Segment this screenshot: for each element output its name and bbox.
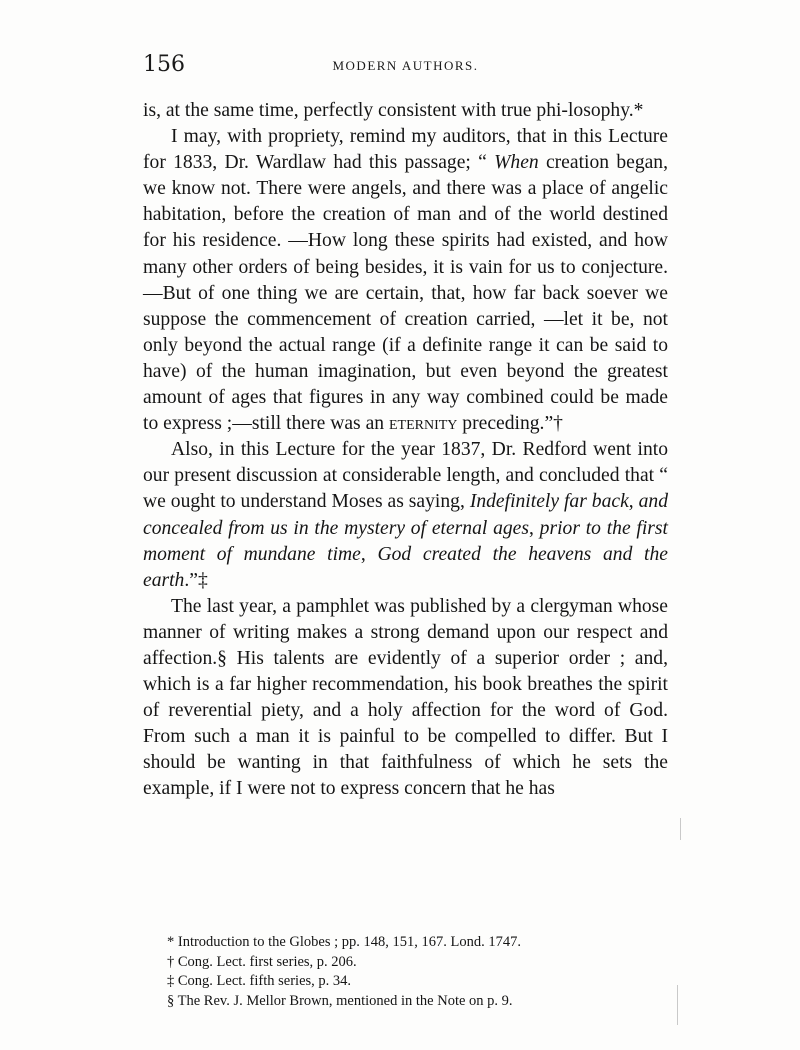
text-run: is, at the same time, perfectly consistent with true phi-losophy.* [143, 100, 644, 121]
text-run: .”‡ [184, 569, 208, 591]
text-run: I may, with propriety, remind my auditors, that in this Lecture for 1833, Dr. Wardlaw had this passage; “ [143, 126, 668, 174]
text-run: creation began, we know not. There were angels, and there was a place of angelic habitation, before the creation of man and of the world destined for his residence. —How long these spirits had existed, and how many other orders of being besides, it is vain for us to conjecture.—But of one thing we are certain, that, how far back soever we suppose the commencement of creation carried, —let it be, not only beyond the actual range (if a definite range it can be said to have) of the human imagination, but even beyond the greatest amount of ages that figures in any way combined could be made to express ;—still there was an [143, 152, 669, 435]
italic-text: Indefinitely far back [469, 491, 629, 513]
italic-text: When [494, 152, 539, 174]
italic-text: prior to the first moment of mundane time [143, 517, 669, 565]
body-text [143, 98, 668, 803]
footnote: § The Rev. J. Mellor Brown, mentioned in the Note on p. 9. [167, 992, 513, 1009]
paragraph [143, 124, 668, 437]
italic-text: God created the heavens and the earth [143, 543, 668, 591]
page-number: 156 [143, 52, 185, 77]
text-run: , [529, 517, 540, 539]
paragraph [143, 437, 668, 594]
scan-mark [680, 818, 681, 840]
small-caps-text: eternity [388, 413, 458, 435]
italic-text: and concealed from us in the mystery of eternal ages [143, 491, 669, 539]
footnote: † Cong. Lect. first series, p. 206. [167, 953, 357, 970]
text-run: , [360, 543, 378, 565]
paragraph [143, 594, 668, 803]
running-head: MODERN AUTHORS. [332, 58, 479, 73]
text-run: The last year, a pamphlet was published by a clergyman whose manner of writing makes a strong demand upon our respect and affection.§ His talents are evidently of a superior order ; and, which is a far higher recommendation, his book breathes the spirit of reverential piety, and a holy affection for the word of God. From such a man it is painful to be compelled to differ. But I should be wanting in that faithfulness of which he sets the example, if I were not to express concern that he has [143, 595, 668, 800]
page-header [143, 52, 668, 80]
text-run: , [628, 491, 639, 513]
text-run: Also, in this Lecture for the year 1837, Dr. Redford went into our present discussion at considerable length, and concluded that “ we ought to understand Moses as saying, [143, 439, 668, 513]
text-run: preceding.”† [457, 413, 563, 435]
footnote: ‡ Cong. Lect. fifth series, p. 34. [167, 973, 352, 989]
paragraph [143, 98, 668, 124]
footnotes [143, 933, 668, 1011]
footnote: * Introduction to the Globes ; pp. 148, 151, 167. Lond. 1747. [167, 934, 522, 950]
scan-mark [677, 985, 678, 1025]
